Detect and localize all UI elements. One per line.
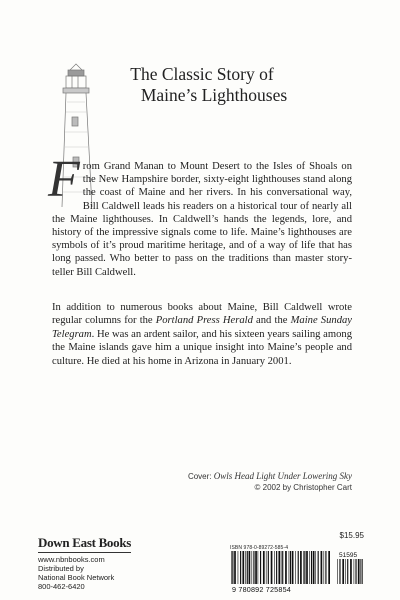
credit-copyright: © 2002 by Christopher Cart (254, 483, 352, 492)
barcode-bar (339, 559, 340, 584)
barcode-bar (345, 559, 346, 584)
cover-credit (188, 471, 352, 493)
barcode-bar (266, 551, 267, 584)
barcode-bar (350, 559, 352, 584)
barcode-bar (255, 551, 257, 584)
barcode-bar (355, 559, 356, 584)
distributor-line-2: National Book Network (38, 573, 115, 582)
cover-title (82, 64, 322, 106)
barcode-bar (304, 551, 305, 584)
barcode-bar (249, 551, 251, 584)
barcode-bar (292, 551, 294, 584)
barcode-bar (328, 551, 330, 584)
barcode-bar (278, 551, 280, 584)
bio-text-1: In addition to numerous books about Maine, Bill Caldwell wrote regular columns for the (52, 302, 352, 327)
isbn: ISBN 978-0-89272-585-4 (230, 545, 289, 551)
barcode-bar (325, 551, 326, 584)
barcode-bar (274, 551, 275, 584)
publisher-block (38, 534, 131, 591)
barcode-bar (290, 551, 291, 584)
barcode-bar (309, 551, 310, 584)
barcode-bar (247, 551, 248, 584)
barcode-bar (360, 559, 361, 584)
barcode-bar (234, 551, 236, 584)
barcode-addon: 51595 (339, 552, 358, 559)
barcode-bar (289, 551, 290, 584)
barcode-bar (324, 551, 325, 584)
barcode-bar (315, 551, 316, 584)
barcode-bar (318, 551, 319, 584)
barcode-bar (306, 551, 308, 584)
barcode-number: 9 780892 725854 (232, 585, 291, 594)
bio-text-2: and the (252, 315, 291, 327)
barcode-bar (358, 559, 360, 584)
barcode-bar (303, 551, 304, 584)
intro-paragraph: rom Grand Manan to Mount Desert to the Isles of Shoals on the New Hampshire border, sixty-eight lighthouses stand along the coast of Maine and her rivers. In his conversational way, Bill Caldwell leads his readers on a historical tour of nearly all the Maine lighthouses. In Caldwell’s hands the legends, lore, and history of the impressive signals come to life. Maine’s lighthouses are symbols of it’s proud maritime heritage, and of a way of life that has long passed. Who better to pass on the traditions than master story-teller Bill Caldwell. (52, 161, 352, 278)
barcode-bar (240, 551, 241, 584)
barcode-bar (258, 551, 259, 584)
barcode-bar (285, 551, 287, 584)
bio-pub-2: Maine Sunday Telegram (52, 315, 352, 340)
barcode-bar (231, 551, 232, 584)
price: $15.95 (339, 531, 364, 540)
title-line-1: The Classic Story of (130, 64, 274, 84)
barcode-bar (276, 551, 277, 584)
barcode-bar (268, 551, 269, 584)
barcode-bar (298, 551, 299, 584)
credit-prefix: Cover: (187, 472, 214, 481)
isbn-barcode (229, 551, 365, 585)
barcode-bar (242, 551, 244, 584)
barcode-bar (282, 551, 283, 584)
distributor-line-1: Distributed by (38, 564, 84, 573)
title-line-2: Maine’s Lighthouses (140, 85, 288, 105)
barcode-bar (263, 551, 265, 584)
barcode-bar (232, 551, 233, 584)
barcode-bar (354, 559, 355, 584)
barcode-bar (252, 551, 253, 584)
barcode-bar (342, 559, 344, 584)
publisher-url: www.nbnbooks.com (38, 555, 105, 564)
barcode-bar (238, 551, 239, 584)
barcode-bar (271, 551, 273, 584)
barcode-bar (300, 551, 302, 584)
barcode-bar (337, 559, 338, 584)
barcode-bar (295, 551, 296, 584)
barcode-bar (260, 551, 261, 584)
bio-pub-1: Portland Press Herald (155, 315, 253, 327)
intro-section (48, 151, 352, 279)
barcode-bar (245, 551, 246, 584)
barcode-bar (281, 551, 282, 584)
author-bio (52, 301, 352, 368)
barcode-bar (253, 551, 254, 584)
barcode-bar (311, 551, 312, 584)
barcode-bar (347, 559, 348, 584)
bio-text-3: . He was an ardent sailor, and his sixteen years sailing among the Maine islands gave him a unique insight into Maine’s people and culture. He died at his home in Arizona in January 2001. (52, 328, 352, 367)
drop-cap: F (48, 151, 80, 208)
publisher-phone: 800-462-6420 (38, 582, 85, 591)
publisher-logo: Down East Books (38, 535, 131, 553)
barcode-bar (321, 551, 323, 584)
barcode-bar (362, 559, 363, 584)
barcode-bar (313, 551, 315, 584)
credit-artwork: Owls Head Light Under Lowering Sky (213, 471, 352, 481)
